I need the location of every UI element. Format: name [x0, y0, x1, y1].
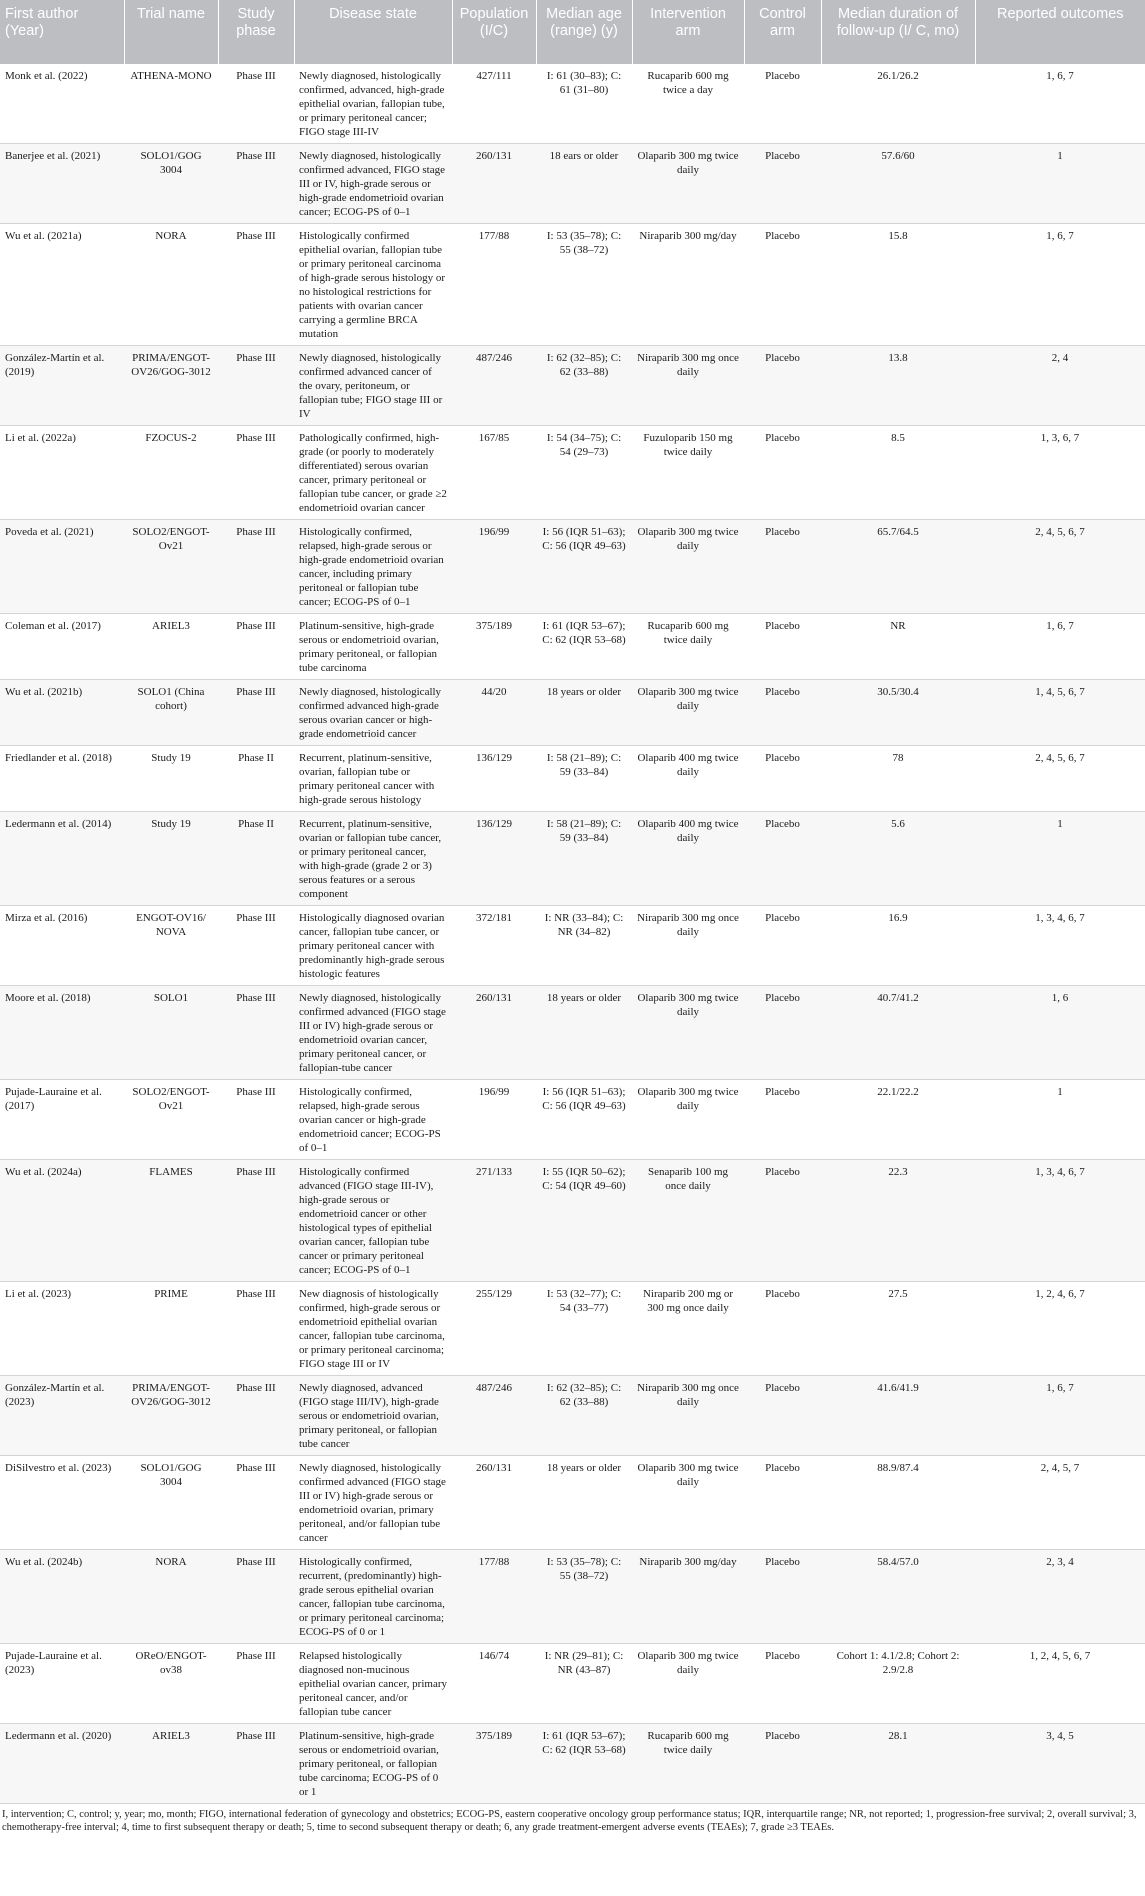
header-row: [0, 0, 1145, 64]
table-header: [0, 0, 1145, 64]
table-row: [0, 1550, 1145, 1644]
cell-reported-outcomes: 2, 4, 5, 6, 7: [975, 746, 1145, 812]
cell-follow-up: Cohort 1: 4.1/2.8; Cohort 2: 2.9/2.8: [821, 1644, 975, 1724]
cell-follow-up: 16.9: [821, 906, 975, 986]
cell-trial-name: ARIEL3: [124, 1724, 218, 1804]
header-trial-name: Trial name: [124, 0, 218, 64]
cell-disease-state: Newly diagnosed, histologically confirmed advanced, FIGO stage III or IV, high-grade serous or high-grade endometrioid ovarian cancer; ECOG-PS of 0–1: [294, 144, 452, 224]
cell-first-author: Poveda et al. (2021): [0, 520, 124, 614]
cell-follow-up: 57.6/60: [821, 144, 975, 224]
cell-first-author: Wu et al. (2021b): [0, 680, 124, 746]
cell-control-arm: Placebo: [744, 520, 821, 614]
table-row: [0, 1644, 1145, 1724]
cell-trial-name: SOLO1 (China cohort): [124, 680, 218, 746]
cell-disease-state: Newly diagnosed, histologically confirmed advanced cancer of the ovary, peritoneum, or fallopian tube; FIGO stage III or IV: [294, 346, 452, 426]
cell-intervention-arm: Rucaparib 600 mg twice a day: [632, 64, 744, 144]
cell-disease-state: Newly diagnosed, histologically confirmed, advanced, high-grade epithelial ovarian, fallopian tube, or primary peritoneal cancer; FIGO stage III-IV: [294, 64, 452, 144]
cell-first-author: Pujade-Lauraine et al. (2017): [0, 1080, 124, 1160]
cell-reported-outcomes: 1, 6, 7: [975, 224, 1145, 346]
cell-study-phase: Phase III: [218, 1550, 294, 1644]
cell-study-phase: Phase III: [218, 1456, 294, 1550]
cell-population: 427/111: [452, 64, 536, 144]
cell-follow-up: 40.7/41.2: [821, 986, 975, 1080]
header-first-author: First author (Year): [0, 0, 124, 64]
cell-follow-up: 26.1/26.2: [821, 64, 975, 144]
table-row: [0, 746, 1145, 812]
cell-study-phase: Phase II: [218, 812, 294, 906]
cell-reported-outcomes: 1: [975, 812, 1145, 906]
cell-control-arm: Placebo: [744, 224, 821, 346]
cell-control-arm: Placebo: [744, 906, 821, 986]
cell-disease-state: Newly diagnosed, advanced (FIGO stage III/IV), high-grade serous or endometrioid ovarian, primary peritoneal, or fallopian tube cancer: [294, 1376, 452, 1456]
cell-follow-up: 41.6/41.9: [821, 1376, 975, 1456]
cell-intervention-arm: Olaparib 300 mg twice daily: [632, 1080, 744, 1160]
table-row: [0, 1160, 1145, 1282]
cell-reported-outcomes: 1, 3, 4, 6, 7: [975, 1160, 1145, 1282]
cell-reported-outcomes: 1, 6, 7: [975, 64, 1145, 144]
cell-population: 375/189: [452, 1724, 536, 1804]
cell-reported-outcomes: 1, 6, 7: [975, 1376, 1145, 1456]
cell-first-author: Pujade-Lauraine et al. (2023): [0, 1644, 124, 1724]
cell-trial-name: NORA: [124, 1550, 218, 1644]
cell-median-age: 18 years or older: [536, 680, 632, 746]
cell-reported-outcomes: 1: [975, 1080, 1145, 1160]
table-row: [0, 426, 1145, 520]
cell-intervention-arm: Rucaparib 600 mg twice daily: [632, 614, 744, 680]
cell-control-arm: Placebo: [744, 614, 821, 680]
cell-first-author: Banerjee et al. (2021): [0, 144, 124, 224]
cell-first-author: Li et al. (2022a): [0, 426, 124, 520]
cell-control-arm: Placebo: [744, 1282, 821, 1376]
header-reported-outcomes: Reported outcomes: [975, 0, 1145, 64]
cell-population: 260/131: [452, 986, 536, 1080]
cell-reported-outcomes: 1, 3, 4, 6, 7: [975, 906, 1145, 986]
cell-study-phase: Phase III: [218, 520, 294, 614]
table-row: [0, 1724, 1145, 1804]
cell-control-arm: Placebo: [744, 986, 821, 1080]
cell-study-phase: Phase III: [218, 986, 294, 1080]
cell-trial-name: OReO/ENGOT-ov38: [124, 1644, 218, 1724]
cell-intervention-arm: Olaparib 300 mg twice daily: [632, 520, 744, 614]
table-row: [0, 614, 1145, 680]
cell-intervention-arm: Senaparib 100 mg once daily: [632, 1160, 744, 1282]
cell-trial-name: NORA: [124, 224, 218, 346]
cell-control-arm: Placebo: [744, 1644, 821, 1724]
cell-population: 136/129: [452, 812, 536, 906]
cell-intervention-arm: Olaparib 300 mg twice daily: [632, 144, 744, 224]
cell-control-arm: Placebo: [744, 346, 821, 426]
cell-reported-outcomes: 1, 6, 7: [975, 614, 1145, 680]
cell-trial-name: PRIMA/ENGOT-OV26/GOG-3012: [124, 1376, 218, 1456]
cell-population: 255/129: [452, 1282, 536, 1376]
cell-control-arm: Placebo: [744, 1724, 821, 1804]
cell-study-phase: Phase III: [218, 346, 294, 426]
cell-control-arm: Placebo: [744, 426, 821, 520]
cell-first-author: Wu et al. (2021a): [0, 224, 124, 346]
cell-control-arm: Placebo: [744, 1080, 821, 1160]
cell-median-age: I: 61 (IQR 53–67); C: 62 (IQR 53–68): [536, 1724, 632, 1804]
cell-first-author: Friedlander et al. (2018): [0, 746, 124, 812]
cell-study-phase: Phase II: [218, 746, 294, 812]
cell-first-author: Moore et al. (2018): [0, 986, 124, 1080]
header-population: Population (I/C): [452, 0, 536, 64]
cell-follow-up: 8.5: [821, 426, 975, 520]
table-body: [0, 64, 1145, 1804]
cell-intervention-arm: Niraparib 300 mg once daily: [632, 1376, 744, 1456]
cell-reported-outcomes: 1, 4, 5, 6, 7: [975, 680, 1145, 746]
cell-intervention-arm: Olaparib 300 mg twice daily: [632, 1644, 744, 1724]
cell-trial-name: SOLO1: [124, 986, 218, 1080]
cell-follow-up: 22.1/22.2: [821, 1080, 975, 1160]
cell-intervention-arm: Fuzuloparib 150 mg twice daily: [632, 426, 744, 520]
cell-trial-name: Study 19: [124, 812, 218, 906]
cell-first-author: Wu et al. (2024b): [0, 1550, 124, 1644]
cell-reported-outcomes: 2, 4, 5, 7: [975, 1456, 1145, 1550]
cell-trial-name: FZOCUS-2: [124, 426, 218, 520]
cell-median-age: I: 53 (35–78); C: 55 (38–72): [536, 1550, 632, 1644]
table-row: [0, 1282, 1145, 1376]
cell-intervention-arm: Niraparib 300 mg/day: [632, 1550, 744, 1644]
cell-follow-up: 22.3: [821, 1160, 975, 1282]
cell-first-author: Ledermann et al. (2020): [0, 1724, 124, 1804]
table-row: [0, 986, 1145, 1080]
cell-trial-name: ARIEL3: [124, 614, 218, 680]
cell-disease-state: Histologically confirmed advanced (FIGO stage III-IV), high-grade serous or endometrioid cancer or other histological types of epithelial ovarian cancer, fallopian tube cancer or primary peritoneal cancer; ECOG-PS of 0–1: [294, 1160, 452, 1282]
table-row: [0, 680, 1145, 746]
cell-median-age: I: 61 (IQR 53–67); C: 62 (IQR 53–68): [536, 614, 632, 680]
cell-first-author: González-Martín et al. (2023): [0, 1376, 124, 1456]
cell-median-age: I: 61 (30–83); C: 61 (31–80): [536, 64, 632, 144]
cell-population: 372/181: [452, 906, 536, 986]
cell-intervention-arm: Olaparib 300 mg twice daily: [632, 680, 744, 746]
cell-trial-name: SOLO2/ENGOT-Ov21: [124, 520, 218, 614]
cell-first-author: Mirza et al. (2016): [0, 906, 124, 986]
cell-intervention-arm: Niraparib 300 mg once daily: [632, 346, 744, 426]
cell-population: 167/85: [452, 426, 536, 520]
cell-disease-state: Recurrent, platinum-sensitive, ovarian, fallopian tube or primary peritoneal cancer with high-grade serous histology: [294, 746, 452, 812]
cell-median-age: 18 ears or older: [536, 144, 632, 224]
cell-study-phase: Phase III: [218, 224, 294, 346]
cell-follow-up: 88.9/87.4: [821, 1456, 975, 1550]
cell-follow-up: 30.5/30.4: [821, 680, 975, 746]
cell-trial-name: ENGOT-OV16/ NOVA: [124, 906, 218, 986]
cell-trial-name: PRIME: [124, 1282, 218, 1376]
cell-median-age: I: NR (33–84); C: NR (34–82): [536, 906, 632, 986]
table-row: [0, 144, 1145, 224]
cell-study-phase: Phase III: [218, 1644, 294, 1724]
cell-follow-up: 65.7/64.5: [821, 520, 975, 614]
cell-intervention-arm: Rucaparib 600 mg twice daily: [632, 1724, 744, 1804]
cell-intervention-arm: Niraparib 300 mg/day: [632, 224, 744, 346]
cell-control-arm: Placebo: [744, 746, 821, 812]
cell-follow-up: NR: [821, 614, 975, 680]
cell-disease-state: Newly diagnosed, histologically confirmed advanced (FIGO stage III or IV) high-grade serous or endometrioid ovarian, primary peritoneal, and/or fallopian tube cancer: [294, 1456, 452, 1550]
cell-disease-state: Recurrent, platinum-sensitive, ovarian or fallopian tube cancer, or primary peritoneal cancer, with high-grade (grade 2 or 3) serous features or a serous component: [294, 812, 452, 906]
cell-reported-outcomes: 1, 3, 6, 7: [975, 426, 1145, 520]
cell-intervention-arm: Olaparib 400 mg twice daily: [632, 746, 744, 812]
cell-follow-up: 15.8: [821, 224, 975, 346]
table-row: [0, 224, 1145, 346]
cell-median-age: 18 years or older: [536, 986, 632, 1080]
cell-trial-name: PRIMA/ENGOT-OV26/GOG-3012: [124, 346, 218, 426]
cell-disease-state: Newly diagnosed, histologically confirmed advanced (FIGO stage III or IV) high-grade serous or endometrioid ovarian cancer, primary peritoneal cancer, or fallopian-tube cancer: [294, 986, 452, 1080]
cell-population: 44/20: [452, 680, 536, 746]
cell-first-author: Ledermann et al. (2014): [0, 812, 124, 906]
cell-median-age: I: 62 (32–85); C: 62 (33–88): [536, 346, 632, 426]
cell-control-arm: Placebo: [744, 1160, 821, 1282]
table-row: [0, 346, 1145, 426]
cell-study-phase: Phase III: [218, 64, 294, 144]
cell-disease-state: Histologically confirmed, recurrent, (predominantly) high-grade serous epithelial ovarian cancer, fallopian tube carcinoma, or primary peritoneal carcinoma; ECOG-PS of 0 or 1: [294, 1550, 452, 1644]
cell-population: 271/133: [452, 1160, 536, 1282]
cell-control-arm: Placebo: [744, 1456, 821, 1550]
cell-first-author: Wu et al. (2024a): [0, 1160, 124, 1282]
cell-median-age: I: 53 (35–78); C: 55 (38–72): [536, 224, 632, 346]
cell-disease-state: Pathologically confirmed, high-grade (or poorly to moderately differentiated) serous ovarian cancer, primary peritoneal or fallopian tube cancer, or grade ≥2 endometrioid ovarian cancer: [294, 426, 452, 520]
cell-study-phase: Phase III: [218, 1282, 294, 1376]
cell-follow-up: 13.8: [821, 346, 975, 426]
table-row: [0, 812, 1145, 906]
cell-population: 136/129: [452, 746, 536, 812]
cell-first-author: DiSilvestro et al. (2023): [0, 1456, 124, 1550]
cell-study-phase: Phase III: [218, 906, 294, 986]
cell-reported-outcomes: 1, 2, 4, 5, 6, 7: [975, 1644, 1145, 1724]
cell-follow-up: 28.1: [821, 1724, 975, 1804]
cell-population: 487/246: [452, 346, 536, 426]
header-median-age: Median age (range) (y): [536, 0, 632, 64]
cell-intervention-arm: Olaparib 300 mg twice daily: [632, 986, 744, 1080]
cell-first-author: González-Martín et al. (2019): [0, 346, 124, 426]
cell-disease-state: Histologically diagnosed ovarian cancer, fallopian tube cancer, or primary peritoneal cancer with predominantly high-grade serous histologic features: [294, 906, 452, 986]
cell-follow-up: 5.6: [821, 812, 975, 906]
cell-disease-state: Histologically confirmed epithelial ovarian, fallopian tube or primary peritoneal carcinoma of high-grade serous histology or no histological restrictions for patients with ovarian cancer carrying a germline BRCA mutation: [294, 224, 452, 346]
cell-disease-state: Platinum-sensitive, high-grade serous or endometrioid ovarian, primary peritoneal, or fallopian tube carcinoma: [294, 614, 452, 680]
cell-trial-name: FLAMES: [124, 1160, 218, 1282]
cell-population: 487/246: [452, 1376, 536, 1456]
table-footnote: I, intervention; C, control; y, year; mo, month; FIGO, international federation of gynecology and obstetrics; ECOG-PS, eastern cooperative oncology group performance status; IQR, interquartile range; NR, not reported; 1, progression-free survival; 2, overall survival; 3, chemotherapy-free interval; 4, time to first subsequent therapy or death; 5, time to second subsequent therapy or death; 6, any grade treatment-emergent adverse events (TEAEs); 7, grade ≥3 TEAEs.: [2, 1809, 1137, 1833]
cell-median-age: I: 58 (21–89); C: 59 (33–84): [536, 746, 632, 812]
cell-disease-state: Histologically confirmed, relapsed, high-grade serous or high-grade endometrioid ovarian cancer, including primary peritoneal or fallopian tube cancer; ECOG-PS of 0–1: [294, 520, 452, 614]
cell-study-phase: Phase III: [218, 1376, 294, 1456]
cell-intervention-arm: Niraparib 300 mg once daily: [632, 906, 744, 986]
cell-median-age: I: NR (29–81); C: NR (43–87): [536, 1644, 632, 1724]
cell-population: 177/88: [452, 1550, 536, 1644]
cell-study-phase: Phase III: [218, 1724, 294, 1804]
cell-disease-state: New diagnosis of histologically confirmed, high-grade serous or endometrioid epithelial ovarian cancer, fallopian tube carcinoma, or primary peritoneal carcinoma; FIGO stage III or IV: [294, 1282, 452, 1376]
cell-reported-outcomes: 2, 4, 5, 6, 7: [975, 520, 1145, 614]
header-disease-state: Disease state: [294, 0, 452, 64]
cell-first-author: Li et al. (2023): [0, 1282, 124, 1376]
header-intervention-arm: Intervention arm: [632, 0, 744, 64]
cell-population: 375/189: [452, 614, 536, 680]
header-control-arm: Control arm: [744, 0, 821, 64]
cell-trial-name: ATHENA-MONO: [124, 64, 218, 144]
cell-median-age: I: 55 (IQR 50–62); C: 54 (IQR 49–60): [536, 1160, 632, 1282]
cell-control-arm: Placebo: [744, 680, 821, 746]
table-row: [0, 1080, 1145, 1160]
table-row: [0, 520, 1145, 614]
cell-median-age: I: 58 (21–89); C: 59 (33–84): [536, 812, 632, 906]
cell-trial-name: SOLO2/ENGOT-Ov21: [124, 1080, 218, 1160]
cell-study-phase: Phase III: [218, 614, 294, 680]
table-row: [0, 906, 1145, 986]
cell-follow-up: 27.5: [821, 1282, 975, 1376]
cell-reported-outcomes: 2, 3, 4: [975, 1550, 1145, 1644]
cell-first-author: Coleman et al. (2017): [0, 614, 124, 680]
cell-control-arm: Placebo: [744, 1550, 821, 1644]
cell-first-author: Monk et al. (2022): [0, 64, 124, 144]
cell-study-phase: Phase III: [218, 1160, 294, 1282]
cell-reported-outcomes: 1, 6: [975, 986, 1145, 1080]
cell-reported-outcomes: 3, 4, 5: [975, 1724, 1145, 1804]
cell-disease-state: Relapsed histologically diagnosed non-mucinous epithelial ovarian cancer, primary peritoneal cancer, and/or fallopian tube cancer: [294, 1644, 452, 1724]
cell-intervention-arm: Olaparib 400 mg twice daily: [632, 812, 744, 906]
cell-trial-name: SOLO1/GOG 3004: [124, 1456, 218, 1550]
cell-study-phase: Phase III: [218, 680, 294, 746]
cell-disease-state: Newly diagnosed, histologically confirmed advanced high-grade serous ovarian cancer or high-grade endometrioid cancer: [294, 680, 452, 746]
cell-disease-state: Platinum-sensitive, high-grade serous or endometrioid ovarian, primary peritoneal, or fallopian tube carcinoma; ECOG-PS of 0 or 1: [294, 1724, 452, 1804]
cell-intervention-arm: Olaparib 300 mg twice daily: [632, 1456, 744, 1550]
cell-disease-state: Histologically confirmed, relapsed, high-grade serous ovarian cancer or high-grade endometrioid cancer; ECOG-PS of 0–1: [294, 1080, 452, 1160]
cell-control-arm: Placebo: [744, 1376, 821, 1456]
cell-population: 146/74: [452, 1644, 536, 1724]
cell-population: 260/131: [452, 144, 536, 224]
cell-study-phase: Phase III: [218, 426, 294, 520]
cell-trial-name: Study 19: [124, 746, 218, 812]
cell-reported-outcomes: 1, 2, 4, 6, 7: [975, 1282, 1145, 1376]
cell-median-age: I: 62 (32–85); C: 62 (33–88): [536, 1376, 632, 1456]
cell-median-age: 18 years or older: [536, 1456, 632, 1550]
header-follow-up: Median duration of follow-up (I/ C, mo): [821, 0, 975, 64]
cell-population: 196/99: [452, 1080, 536, 1160]
header-study-phase: Study phase: [218, 0, 294, 64]
cell-reported-outcomes: 1: [975, 144, 1145, 224]
cell-median-age: I: 56 (IQR 51–63); C: 56 (IQR 49–63): [536, 1080, 632, 1160]
cell-median-age: I: 56 (IQR 51–63); C: 56 (IQR 49–63): [536, 520, 632, 614]
cell-median-age: I: 53 (32–77); C: 54 (33–77): [536, 1282, 632, 1376]
cell-trial-name: SOLO1/GOG 3004: [124, 144, 218, 224]
table-row: [0, 1456, 1145, 1550]
cell-median-age: I: 54 (34–75); C: 54 (29–73): [536, 426, 632, 520]
cell-study-phase: Phase III: [218, 144, 294, 224]
table-row: [0, 1376, 1145, 1456]
cell-control-arm: Placebo: [744, 144, 821, 224]
cell-study-phase: Phase III: [218, 1080, 294, 1160]
table-row: [0, 64, 1145, 144]
cell-reported-outcomes: 2, 4: [975, 346, 1145, 426]
cell-control-arm: Placebo: [744, 812, 821, 906]
cell-follow-up: 58.4/57.0: [821, 1550, 975, 1644]
cell-follow-up: 78: [821, 746, 975, 812]
cell-intervention-arm: Niraparib 200 mg or 300 mg once daily: [632, 1282, 744, 1376]
cell-population: 260/131: [452, 1456, 536, 1550]
cell-population: 177/88: [452, 224, 536, 346]
cell-population: 196/99: [452, 520, 536, 614]
cell-control-arm: Placebo: [744, 64, 821, 144]
